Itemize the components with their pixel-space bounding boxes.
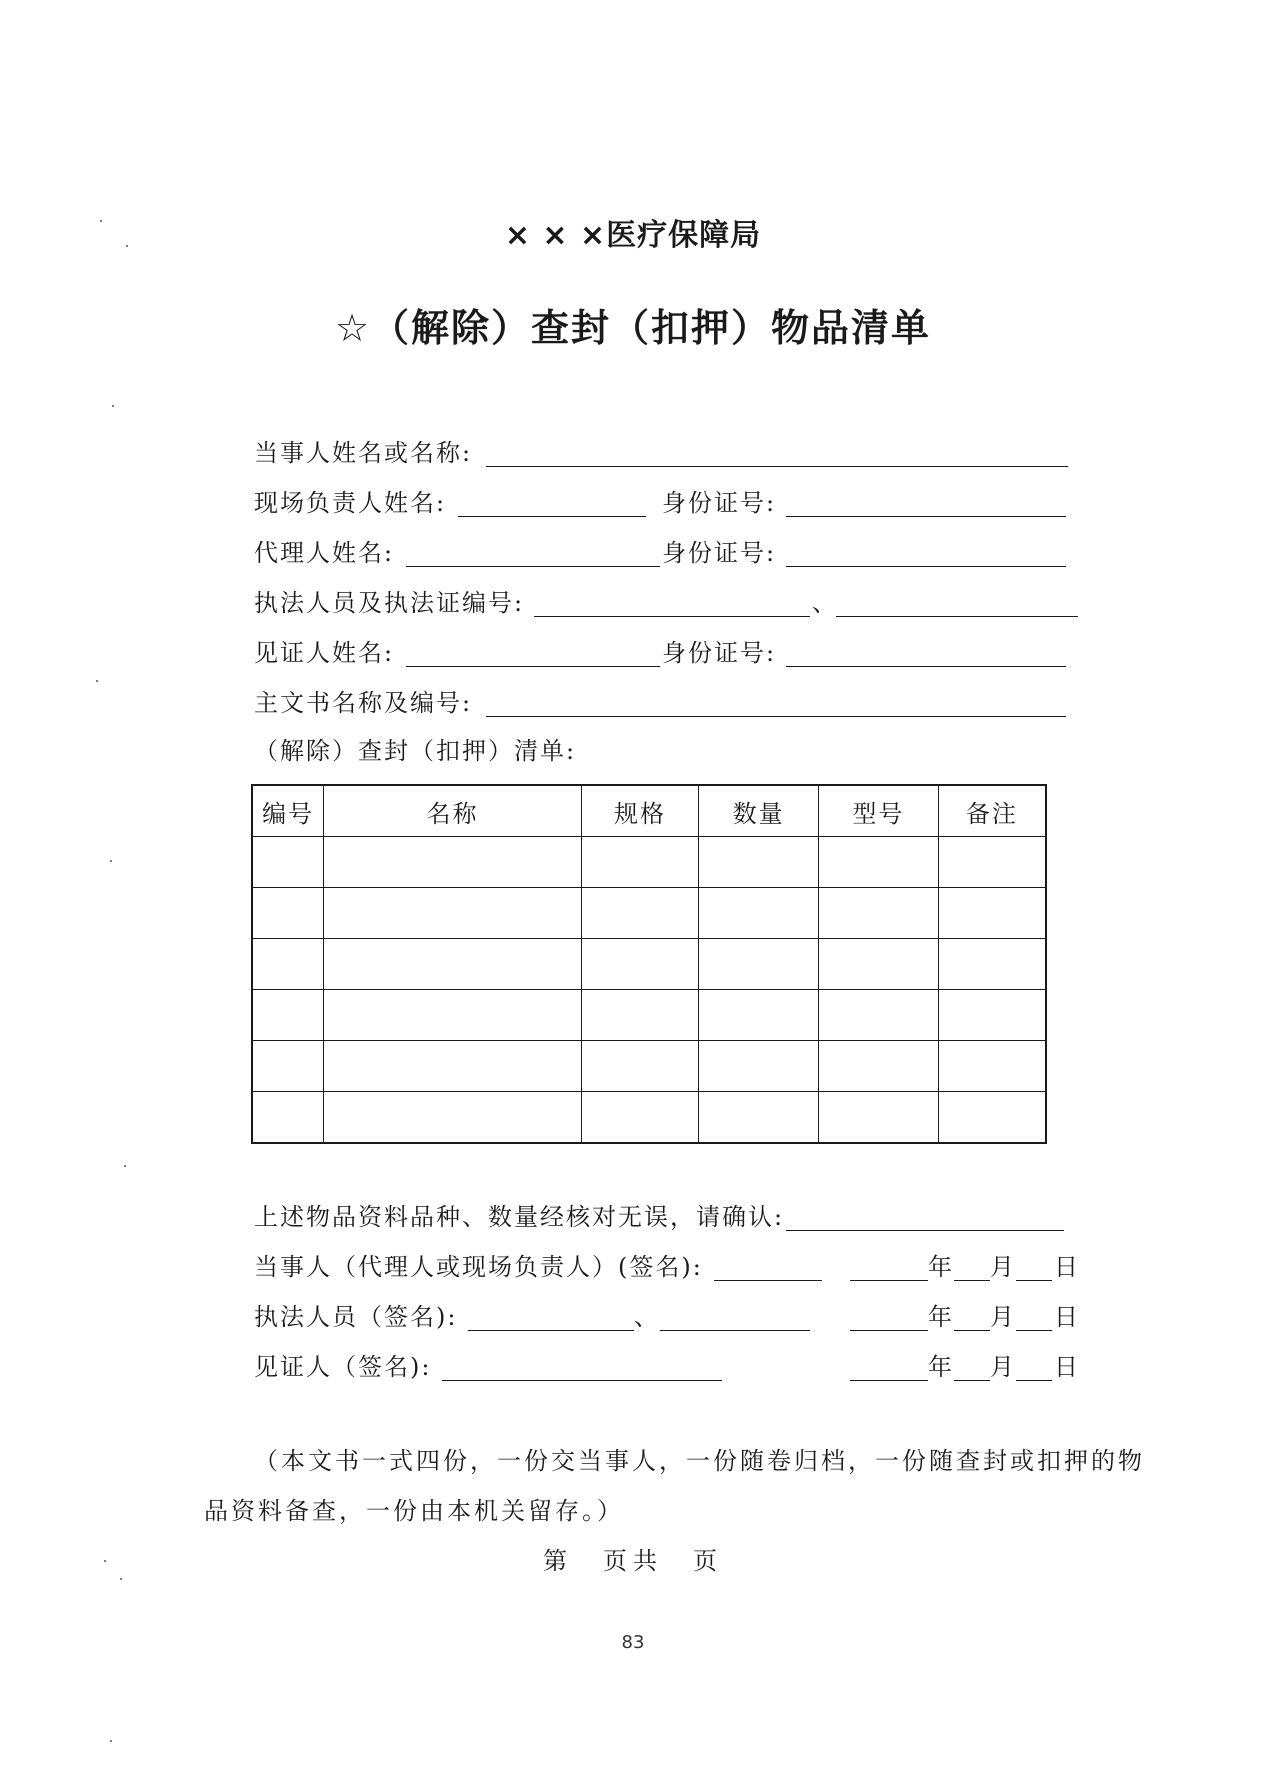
- main-doc-field[interactable]: [486, 716, 1066, 717]
- witness-day-label: 日: [1054, 1353, 1080, 1381]
- table-cell[interactable]: [819, 837, 939, 888]
- witness-name-label: 见证人姓名:: [254, 639, 395, 667]
- items-table: [251, 784, 1047, 1144]
- table-cell[interactable]: [699, 1092, 819, 1144]
- officer-sign-2-field[interactable]: [660, 1330, 810, 1331]
- party-month-field[interactable]: [954, 1280, 990, 1281]
- copies-note-line-1: （本文书一式四份，一份交当事人，一份随卷归档，一份随查封或扣押的物: [254, 1447, 1145, 1475]
- confirm-field[interactable]: [786, 1230, 1064, 1231]
- page-of-pages: 第 页共 页: [543, 1547, 723, 1575]
- table-cell[interactable]: [819, 1041, 939, 1092]
- table-header-row: [252, 785, 1046, 837]
- witness-name-field[interactable]: [406, 666, 660, 667]
- party-sign-label: 当事人（代理人或现场负责人）(签名):: [254, 1253, 703, 1281]
- officer-sign-separator: 、: [634, 1303, 660, 1331]
- witness-month-label: 月: [990, 1353, 1016, 1381]
- col-quantity: 数量: [699, 785, 819, 837]
- table-cell[interactable]: [324, 1092, 581, 1144]
- col-model: 型号: [819, 785, 939, 837]
- witness-id-field[interactable]: [786, 666, 1066, 667]
- table-row: [252, 1092, 1046, 1144]
- onsite-manager-label: 现场负责人姓名:: [254, 489, 447, 517]
- officer-sign-1-field[interactable]: [468, 1330, 634, 1331]
- confirm-statement: 上述物品资料品种、数量经核对无误，请确认:: [254, 1203, 785, 1231]
- table-cell[interactable]: [819, 888, 939, 939]
- officer-sign-label: 执法人员（签名):: [254, 1303, 458, 1331]
- party-year-label: 年: [928, 1253, 954, 1281]
- page-number: 83: [621, 1632, 645, 1653]
- table-cell[interactable]: [699, 837, 819, 888]
- table-cell[interactable]: [581, 990, 699, 1041]
- table-row: [252, 939, 1046, 990]
- table-row: [252, 990, 1046, 1041]
- party-day-label: 日: [1054, 1253, 1080, 1281]
- table-cell[interactable]: [819, 1092, 939, 1144]
- table-cell[interactable]: [819, 939, 939, 990]
- table-cell[interactable]: [938, 990, 1046, 1041]
- table-cell[interactable]: [581, 1092, 699, 1144]
- agent-id-label: 身份证号:: [662, 539, 777, 567]
- table-cell[interactable]: [699, 990, 819, 1041]
- table-cell[interactable]: [581, 888, 699, 939]
- officer-month-field[interactable]: [954, 1330, 990, 1331]
- table-cell[interactable]: [252, 939, 324, 990]
- table-cell[interactable]: [699, 888, 819, 939]
- officer-month-label: 月: [990, 1303, 1016, 1331]
- col-name: 名称: [324, 785, 581, 837]
- table-cell[interactable]: [324, 939, 581, 990]
- party-month-label: 月: [990, 1253, 1016, 1281]
- table-cell[interactable]: [938, 837, 1046, 888]
- table-cell[interactable]: [581, 837, 699, 888]
- agent-name-field[interactable]: [406, 566, 660, 567]
- party-day-field[interactable]: [1016, 1280, 1052, 1281]
- officers-separator: 、: [812, 589, 838, 617]
- table-cell[interactable]: [252, 888, 324, 939]
- table-cell[interactable]: [938, 888, 1046, 939]
- table-row: [252, 888, 1046, 939]
- party-name-field[interactable]: [486, 466, 1068, 467]
- table-cell[interactable]: [581, 1041, 699, 1092]
- party-year-field[interactable]: [850, 1280, 928, 1281]
- table-cell[interactable]: [324, 837, 581, 888]
- table-cell[interactable]: [938, 1092, 1046, 1144]
- agent-id-field[interactable]: [786, 566, 1066, 567]
- agent-name-label: 代理人姓名:: [254, 539, 395, 567]
- witness-sign-field[interactable]: [442, 1380, 722, 1381]
- witness-month-field[interactable]: [954, 1380, 990, 1381]
- table-cell[interactable]: [252, 990, 324, 1041]
- copies-note-line-2: 品资料备查，一份由本机关留存。）: [204, 1497, 624, 1525]
- officers-label: 执法人员及执法证编号:: [254, 589, 525, 617]
- table-row: [252, 837, 1046, 888]
- party-sign-field[interactable]: [714, 1280, 822, 1281]
- table-cell[interactable]: [324, 990, 581, 1041]
- officer-year-label: 年: [928, 1303, 954, 1331]
- officer-year-field[interactable]: [850, 1330, 928, 1331]
- officer-1-field[interactable]: [534, 616, 810, 617]
- main-doc-label: 主文书名称及编号:: [254, 689, 473, 717]
- col-number: 编号: [252, 785, 324, 837]
- table-cell[interactable]: [252, 1041, 324, 1092]
- agency-name: × × ×医疗保障局: [504, 218, 762, 253]
- witness-day-field[interactable]: [1016, 1380, 1052, 1381]
- manager-id-label: 身份证号:: [662, 489, 777, 517]
- table-cell[interactable]: [699, 939, 819, 990]
- manager-id-field[interactable]: [786, 516, 1066, 517]
- table-row: [252, 1041, 1046, 1092]
- onsite-manager-field[interactable]: [458, 516, 646, 517]
- witness-year-field[interactable]: [850, 1380, 928, 1381]
- table-cell[interactable]: [324, 1041, 581, 1092]
- witness-id-label: 身份证号:: [662, 639, 777, 667]
- col-spec: 规格: [581, 785, 699, 837]
- list-label: （解除）查封（扣押）清单:: [254, 737, 577, 765]
- document-title: ☆（解除）查封（扣押）物品清单: [334, 306, 932, 350]
- table-cell[interactable]: [699, 1041, 819, 1092]
- party-name-label: 当事人姓名或名称:: [254, 439, 473, 467]
- witness-year-label: 年: [928, 1353, 954, 1381]
- table-cell[interactable]: [252, 837, 324, 888]
- table-cell[interactable]: [324, 888, 581, 939]
- witness-sign-label: 见证人（签名):: [254, 1353, 432, 1381]
- table-cell[interactable]: [819, 990, 939, 1041]
- officer-2-field[interactable]: [836, 616, 1078, 617]
- table-cell[interactable]: [938, 939, 1046, 990]
- table-cell[interactable]: [938, 1041, 1046, 1092]
- col-remarks: 备注: [938, 785, 1046, 837]
- officer-day-field[interactable]: [1016, 1330, 1052, 1331]
- officer-day-label: 日: [1054, 1303, 1080, 1331]
- table-cell[interactable]: [581, 939, 699, 990]
- table-cell[interactable]: [252, 1092, 324, 1144]
